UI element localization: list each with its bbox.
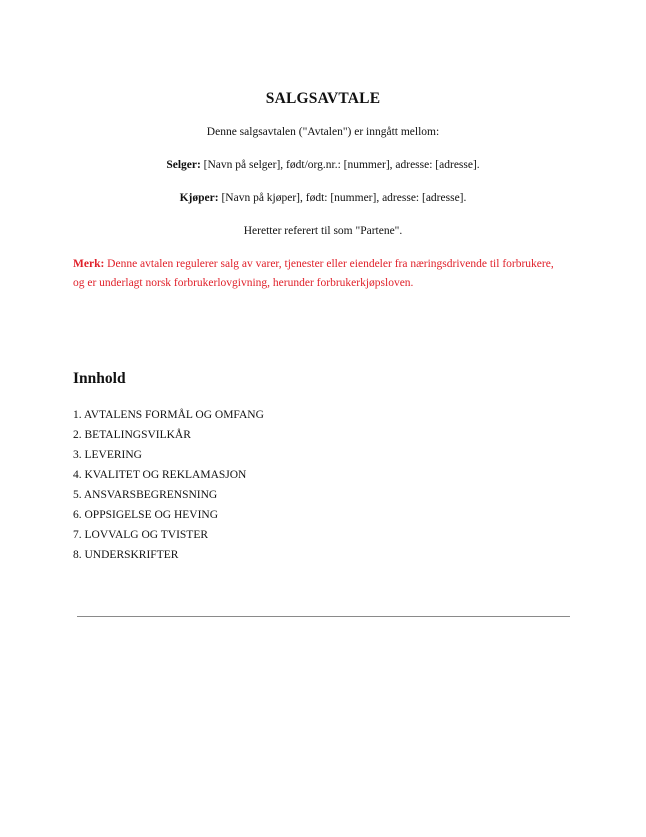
document-title: SALGSAVTALE [265,90,381,107]
toc-item[interactable]: 7. LOVVALG OG TVISTER [73,529,209,541]
note-label: Merk: [73,258,105,270]
toc-item[interactable]: 4. KVALITET OG REKLAMASJON [73,469,247,481]
section-divider [77,616,570,617]
toc-list [73,405,264,565]
toc-item[interactable]: 6. OPPSIGELSE OG HEVING [73,509,219,521]
toc-item[interactable]: 2. BETALINGSVILKÅR [73,429,191,441]
intro-text: Denne salgsavtalen ("Avtalen") er inngått mellom: [206,126,440,138]
toc-item[interactable]: 1. AVTALENS FORMÅL OG OMFANG [73,409,264,421]
note-text-1: Denne avtalen regulerer salg av varer, tjenester eller eiendeler fra næringsdrivende til forbrukere, [104,258,554,270]
toc-heading: Innhold [73,370,126,387]
consumer-note [73,255,583,293]
buyer-line [0,192,646,204]
seller-details: [Navn på selger], født/org.nr.: [nummer], adresse: [adresse]. [200,159,480,171]
buyer-details: [Navn på kjøper], født: [nummer], adresse: [adresse]. [218,192,467,204]
toc-item[interactable]: 5. ANSVARSBEGRENSNING [73,489,218,501]
seller-label: Selger: [166,159,201,171]
buyer-label: Kjøper: [179,192,219,204]
seller-line [0,159,646,171]
note-line-2: og er underlagt norsk forbrukerlovgivning, herunder forbrukerkjøpsloven. [73,277,414,289]
note-line-1 [73,255,583,274]
toc-item[interactable]: 8. UNDERSKRIFTER [73,549,179,561]
referred-text: Heretter referert til som "Partene". [243,225,403,237]
toc-item[interactable]: 3. LEVERING [73,449,142,461]
